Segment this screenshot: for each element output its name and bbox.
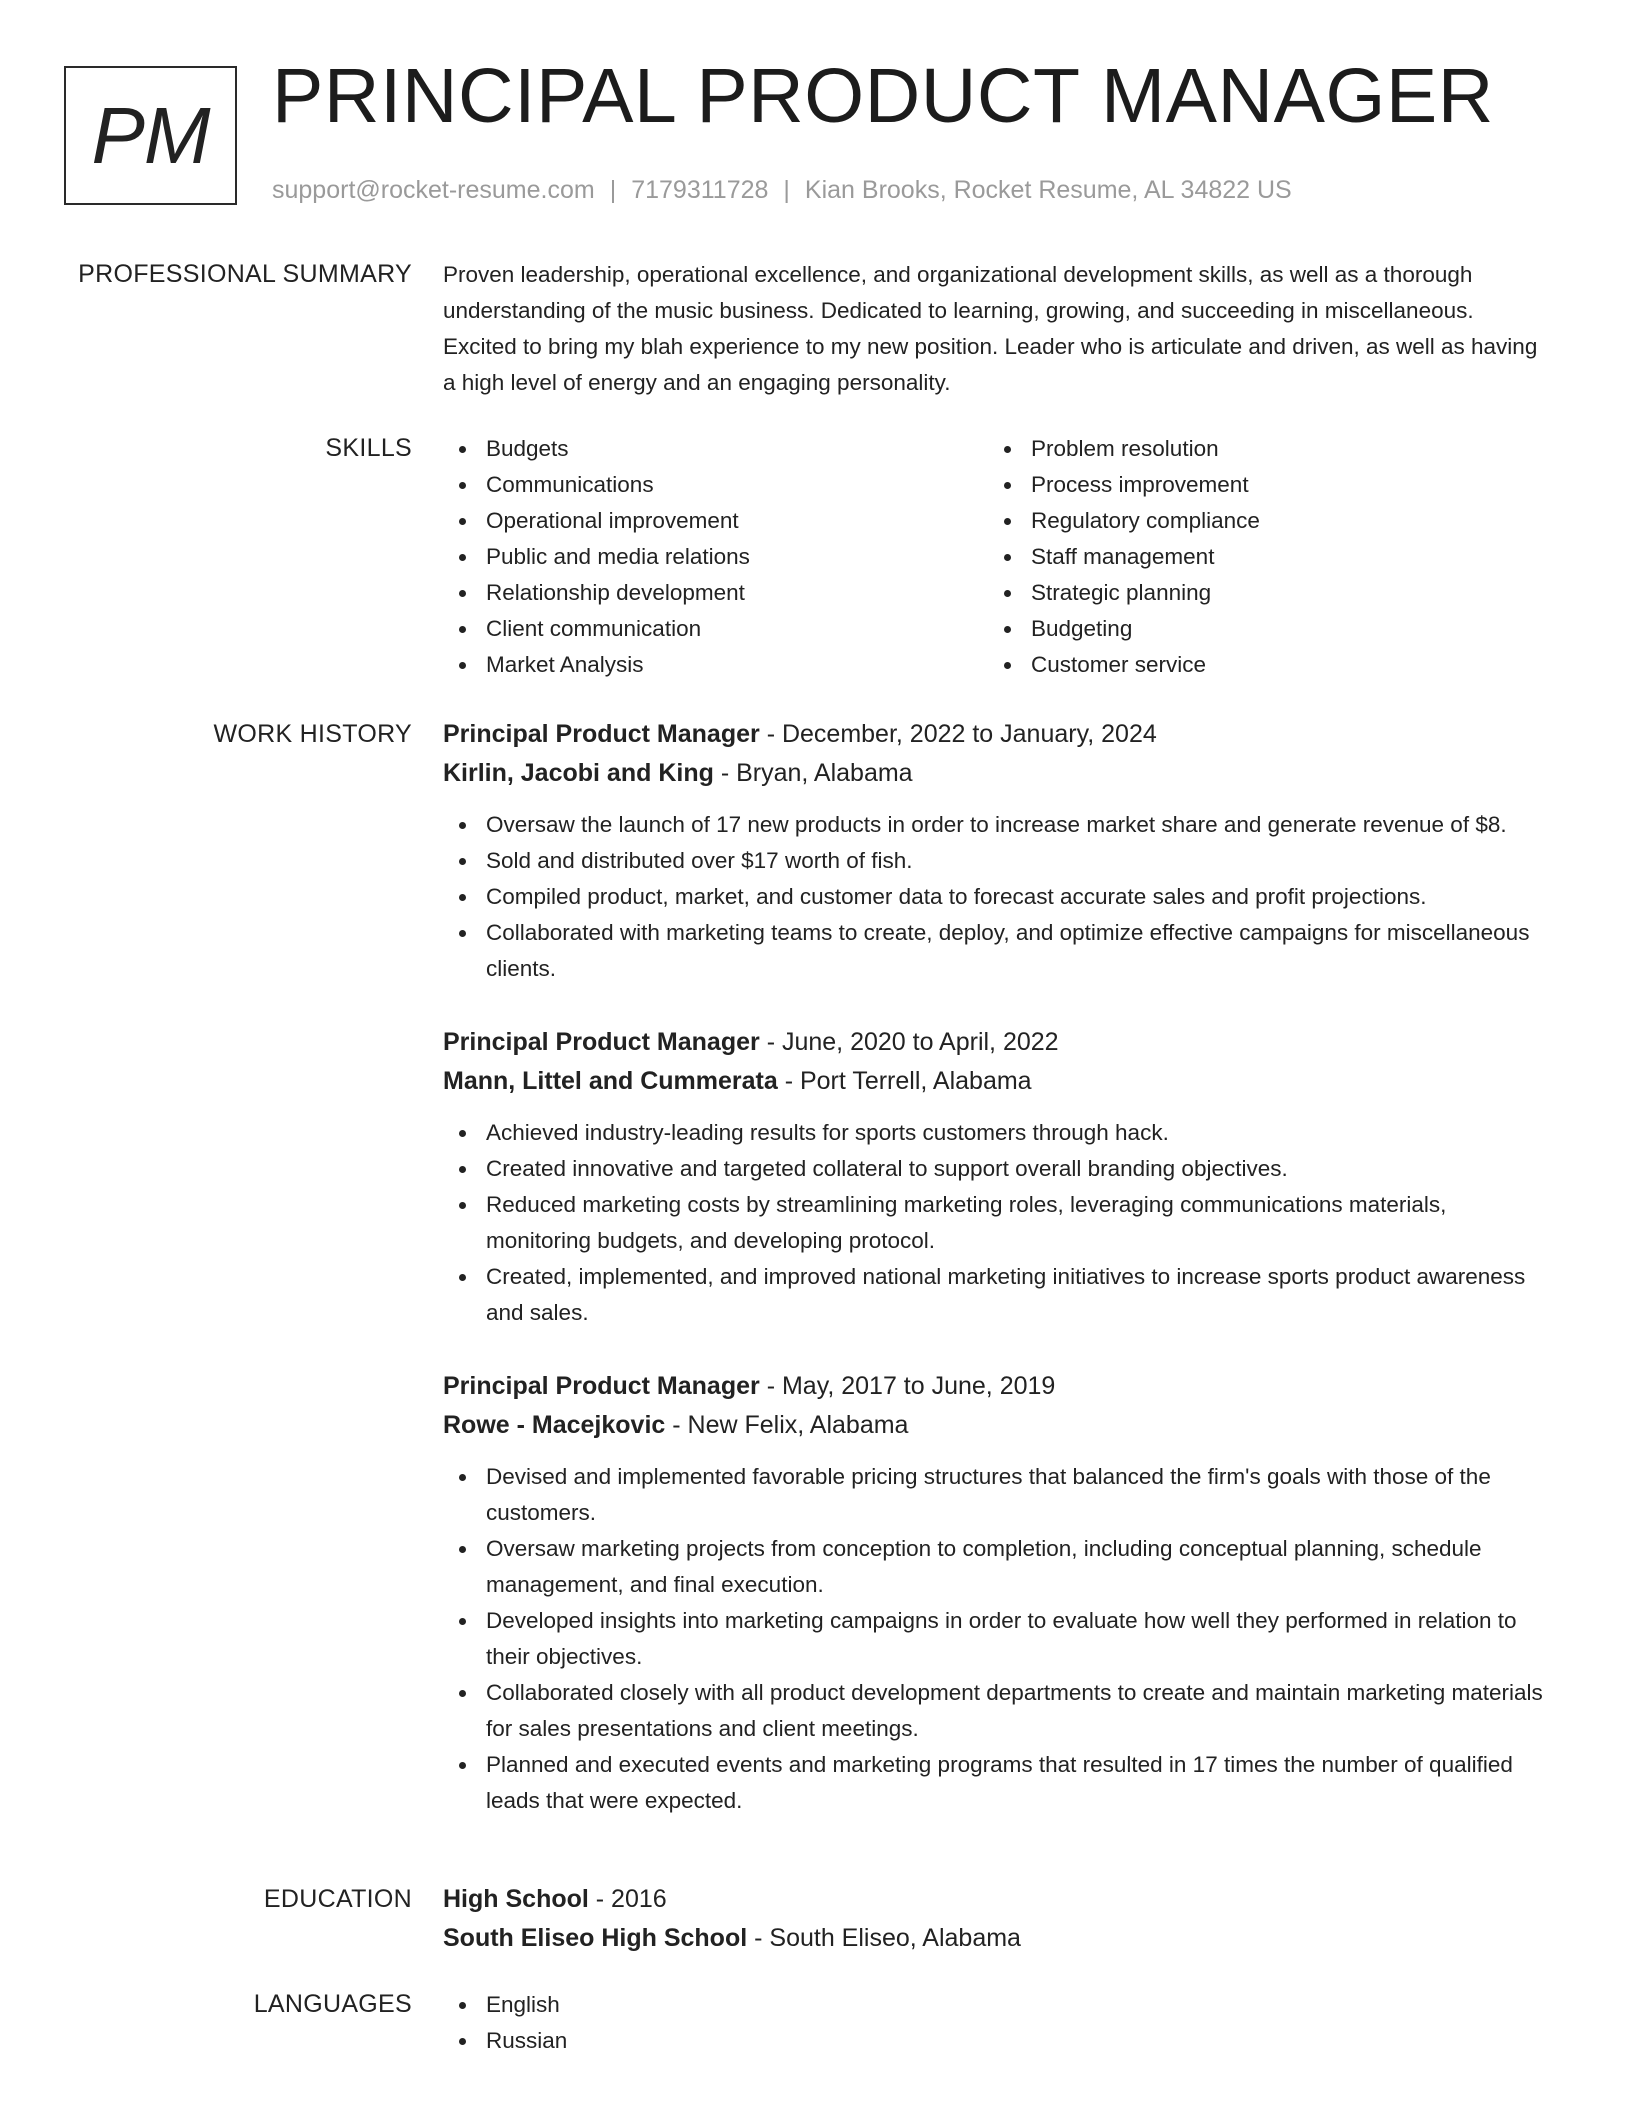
- job-company-line: [443, 1062, 1548, 1101]
- skill-item: Budgets: [443, 431, 988, 467]
- job-bullet: Collaborated with marketing teams to create, deploy, and optimize effective campaigns for miscellaneous clients.: [443, 915, 1548, 987]
- monogram-box: [64, 66, 237, 205]
- job-dates: - May, 2017 to June, 2019: [759, 1372, 1056, 1400]
- education-degree: High School: [443, 1885, 589, 1913]
- education-degree-line: [443, 1880, 1548, 1919]
- job-dates: - June, 2020 to April, 2022: [759, 1028, 1059, 1056]
- summary-heading: PROFESSIONAL SUMMARY: [78, 260, 412, 288]
- job-bullet-list: [443, 807, 1548, 987]
- contact-phone: 7179311728: [631, 176, 769, 204]
- contact-separator: |: [783, 176, 790, 204]
- job-company: Mann, Littel and Cummerata: [443, 1067, 778, 1095]
- skills-heading: SKILLS: [325, 434, 412, 462]
- education-year: - 2016: [588, 1885, 667, 1913]
- job-bullet-list: [443, 1459, 1548, 1819]
- skill-item: Operational improvement: [443, 503, 988, 539]
- job-title-line: [443, 715, 1548, 754]
- monogram-initials: PM: [91, 90, 210, 180]
- work-history-body: [443, 715, 1548, 1855]
- job-dates: - December, 2022 to January, 2024: [759, 720, 1157, 748]
- summary-body: [443, 257, 1548, 401]
- contact-email: support@rocket-resume.com: [272, 176, 595, 204]
- skill-item: Client communication: [443, 611, 988, 647]
- education-school: South Eliseo High School: [443, 1924, 748, 1952]
- job-bullet: Collaborated closely with all product development departments to create and maintain marketing materials for sales presentations and client meetings.: [443, 1675, 1548, 1747]
- job-company: Kirlin, Jacobi and King: [443, 759, 714, 787]
- skills-grid: [443, 431, 1548, 683]
- languages-heading: LANGUAGES: [253, 1990, 412, 2018]
- job-bullet: Reduced marketing costs by streamlining marketing roles, leveraging communications materials, monitoring budgets, and developing protocol.: [443, 1187, 1548, 1259]
- contact-separator: |: [609, 176, 617, 204]
- job-title: Principal Product Manager: [443, 1028, 760, 1056]
- job-company-line: [443, 754, 1548, 793]
- skill-item: Budgeting: [988, 611, 1533, 647]
- job-bullet: Developed insights into marketing campaigns in order to evaluate how well they performed in relation to their objectives.: [443, 1603, 1548, 1675]
- skill-item: Customer service: [988, 647, 1533, 683]
- skill-item: Communications: [443, 467, 988, 503]
- skills-list-right: [988, 431, 1533, 683]
- skill-item: Regulatory compliance: [988, 503, 1533, 539]
- skill-item: Staff management: [988, 539, 1533, 575]
- page-title: PRINCIPAL PRODUCT MANAGER: [272, 53, 1494, 139]
- job-bullet: Compiled product, market, and customer data to forecast accurate sales and profit projections.: [443, 879, 1548, 915]
- contact-address: Kian Brooks, Rocket Resume, AL 34822 US: [804, 176, 1292, 204]
- skill-item: Strategic planning: [988, 575, 1533, 611]
- job-title-line: [443, 1367, 1548, 1406]
- job-company-line: [443, 1406, 1548, 1445]
- job-bullet: Created innovative and targeted collateral to support overall branding objectives.: [443, 1151, 1548, 1187]
- languages-list: [443, 1987, 1548, 2059]
- job-title: Principal Product Manager: [443, 1372, 760, 1400]
- languages-body: [443, 1987, 1548, 2059]
- job-bullet-list: [443, 1115, 1548, 1331]
- language-item: English: [443, 1987, 1548, 2023]
- job-location: - New Felix, Alabama: [665, 1411, 909, 1439]
- skills-list-left: [443, 431, 988, 683]
- skill-item: Market Analysis: [443, 647, 988, 683]
- job-title: Principal Product Manager: [443, 720, 760, 748]
- job-title-line: [443, 1023, 1548, 1062]
- skill-item: Relationship development: [443, 575, 988, 611]
- job-entry: [443, 715, 1548, 987]
- job-bullet: Created, implemented, and improved national marketing initiatives to increase sports product awareness and sales.: [443, 1259, 1548, 1331]
- job-entry: [443, 1023, 1548, 1331]
- work-history-heading: WORK HISTORY: [213, 720, 412, 748]
- job-location: - Bryan, Alabama: [713, 759, 913, 787]
- summary-text: Proven leadership, operational excellence, and organizational development skills, as well as a thorough understanding of the music business. Dedicated to learning, growing, and succeeding in miscellaneous. Excited to bring my blah experience to my new position. Leader who is articulate and driven, as well as having a high level of energy and an engaging personality.: [443, 262, 1538, 395]
- education-heading: EDUCATION: [263, 1885, 412, 1913]
- job-company: Rowe - Macejkovic: [443, 1411, 666, 1439]
- skill-item: Process improvement: [988, 467, 1533, 503]
- job-bullet: Oversaw the launch of 17 new products in order to increase market share and generate revenue of $8.: [443, 807, 1548, 843]
- education-school-line: [443, 1919, 1548, 1958]
- job-location: - Port Terrell, Alabama: [777, 1067, 1032, 1095]
- language-item: Russian: [443, 2023, 1548, 2059]
- education-location: - South Eliseo, Alabama: [747, 1924, 1021, 1952]
- job-entry: [443, 1367, 1548, 1819]
- job-bullet: Sold and distributed over $17 worth of fish.: [443, 843, 1548, 879]
- education-body: [443, 1880, 1548, 1958]
- job-bullet: Achieved industry-leading results for sports customers through hack.: [443, 1115, 1548, 1151]
- skill-item: Public and media relations: [443, 539, 988, 575]
- job-bullet: Oversaw marketing projects from conception to completion, including conceptual planning, schedule management, and final execution.: [443, 1531, 1548, 1603]
- job-bullet: Planned and executed events and marketing programs that resulted in 17 times the number of qualified leads that were expected.: [443, 1747, 1548, 1819]
- contact-line: [272, 173, 1292, 207]
- skill-item: Problem resolution: [988, 431, 1533, 467]
- job-bullet: Devised and implemented favorable pricing structures that balanced the firm's goals with those of the customers.: [443, 1459, 1548, 1531]
